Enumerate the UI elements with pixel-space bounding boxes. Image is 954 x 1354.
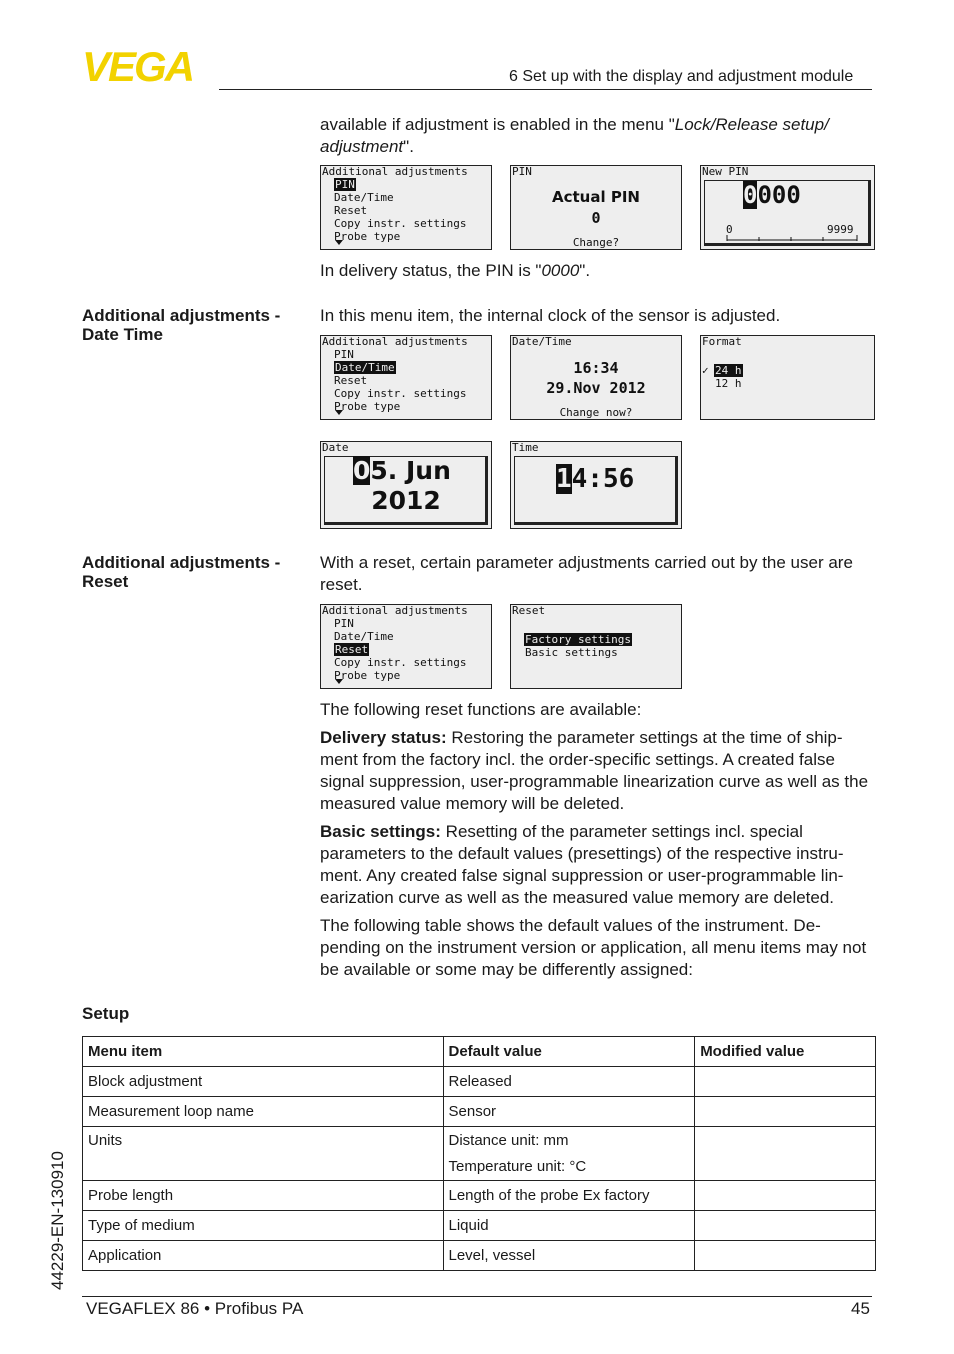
menu-item-cell: Block adjustment <box>83 1067 444 1097</box>
table-row <box>83 1181 876 1211</box>
lcd-menu-item: Probe type <box>334 669 401 682</box>
date-time-heading: Additional adjustments - Date Time <box>82 306 281 344</box>
pin-scale <box>725 234 860 242</box>
table-row <box>83 1127 876 1181</box>
default-value-cell: Released <box>443 1067 695 1097</box>
lcd-title: PIN <box>512 165 532 178</box>
change-prompt: Change? <box>572 236 620 249</box>
lcd-title: Reset <box>512 604 546 617</box>
default-value-cell: Liquid <box>443 1211 695 1241</box>
default-value-cell: Sensor <box>443 1097 695 1127</box>
scroll-down-icon <box>335 240 343 245</box>
lcd-title: New PIN <box>702 165 749 178</box>
lcd-title: Time <box>512 441 539 454</box>
lcd-title: Format <box>702 335 742 348</box>
reset-option-basic: Basic settings <box>525 646 618 659</box>
table-intro-paragraph: The following table shows the default values of the instrument. De-pending on the instrument version or application, all menu items may not be available or some may be differently assigned: <box>320 916 867 979</box>
lcd-time <box>510 441 682 529</box>
lcd-title: Additional adjustments <box>322 165 468 178</box>
column-header: Default value <box>443 1037 695 1067</box>
pin-max: 9999 <box>827 223 854 236</box>
lcd-menu-datetime <box>320 335 492 420</box>
modified-value-cell <box>695 1097 876 1127</box>
lcd-title: Additional adjustments <box>322 604 468 617</box>
lcd-reset <box>510 604 682 689</box>
vega-logo <box>82 48 212 89</box>
lcd-menu-item: Copy instr. settings <box>334 217 467 230</box>
modified-value-cell <box>695 1211 876 1241</box>
change-now-prompt: Change now? <box>559 406 633 419</box>
actual-pin-label: Actual PIN <box>552 188 640 206</box>
table-row <box>83 1241 876 1271</box>
default-value-cell: Level, vessel <box>443 1241 695 1271</box>
menu-item-cell: Units <box>83 1127 444 1181</box>
footer-product: VEGAFLEX 86 • Profibus PA <box>86 1299 304 1318</box>
lcd-menu-item: PIN <box>335 178 355 191</box>
date-value: 05. Jun <box>353 456 451 485</box>
table-row <box>83 1211 876 1241</box>
lcd-menu-item: Probe type <box>334 230 401 243</box>
table-header-row <box>83 1037 876 1067</box>
scroll-down-icon <box>335 410 343 415</box>
chapter-title: 6 Set up with the display and adjustment module <box>509 68 854 85</box>
modified-value-cell <box>695 1241 876 1271</box>
lcd-title: Date <box>322 441 349 454</box>
menu-item-cell: Measurement loop name <box>83 1097 444 1127</box>
page-number: 45 <box>851 1299 870 1318</box>
time-value: 14:56 <box>556 464 635 494</box>
lcd-menu-item: Copy instr. settings <box>334 387 467 400</box>
modified-value-cell <box>695 1181 876 1211</box>
setup-table <box>82 1036 876 1271</box>
reset-text: With a reset, certain parameter adjustments carried out by the user are reset. <box>320 553 853 594</box>
column-header: Modified value <box>695 1037 876 1067</box>
default-value-cell: Distance unit: mm Temperature unit: °C <box>443 1127 695 1181</box>
lcd-menu-pin <box>320 165 492 250</box>
lcd-menu-item: PIN <box>334 348 354 361</box>
format-option-24h: 24 h <box>715 364 742 377</box>
lcd-pin <box>510 165 682 250</box>
format-option-12h: 12 h <box>715 377 742 390</box>
clock-time: 16:34 <box>573 359 619 377</box>
header-rule <box>219 89 872 90</box>
lcd-format <box>700 335 875 420</box>
table-row <box>83 1067 876 1097</box>
logo-text: VEGA <box>82 48 194 84</box>
document-id: 44229-EN-130910 <box>48 1151 67 1290</box>
delivery-pin-text: In delivery status, the PIN is "0000". <box>320 261 591 280</box>
basic-settings-paragraph: Basic settings: Resetting of the parameter settings incl. special parameters to the default values (presettings) of the respective instru-ment. Any created false signal suppression or user-programmable lin-earization curve as well as the measured value memory are deleted. <box>320 822 844 907</box>
lcd-date <box>320 441 492 529</box>
lcd-menu-item: Date/Time <box>335 361 395 374</box>
clock-date: 29.Nov 2012 <box>546 379 646 397</box>
intro-paragraph: available if adjustment is enabled in the menu "Lock/Release setup/ adjustment". <box>320 115 829 156</box>
lcd-menu-item: Reset <box>334 374 368 387</box>
setup-heading: Setup <box>82 1004 130 1023</box>
lcd-menu-reset <box>320 604 492 689</box>
lcd-title: Date/Time <box>512 335 572 348</box>
lcd-menu-item: Copy instr. settings <box>334 656 467 669</box>
default-value-cell: Length of the probe Ex factory <box>443 1181 695 1211</box>
lcd-new-pin <box>700 165 875 250</box>
modified-value-cell <box>695 1067 876 1097</box>
lcd-menu-item: PIN <box>334 617 354 630</box>
modified-value-cell <box>695 1127 876 1181</box>
footer-rule <box>82 1296 872 1297</box>
menu-item-cell: Application <box>83 1241 444 1271</box>
check-icon: ✓ <box>702 364 709 377</box>
lcd-menu-item: Date/Time <box>334 630 394 643</box>
lcd-menu-item: Date/Time <box>334 191 394 204</box>
new-pin-value: 0000 <box>743 181 801 209</box>
column-header: Menu item <box>83 1037 444 1067</box>
menu-item-cell: Probe length <box>83 1181 444 1211</box>
delivery-status-paragraph: Delivery status: Restoring the parameter settings at the time of ship-ment from the factory incl. the order-specific settings. A created false signal suppression, user-programmable linearization curve as well as the measured value memory will be deleted. <box>320 728 869 813</box>
date-time-text: In this menu item, the internal clock of the sensor is adjusted. <box>320 306 781 325</box>
lcd-title: Additional adjustments <box>322 335 468 348</box>
lcd-menu-item: Reset <box>335 643 369 656</box>
lcd-menu-item: Probe type <box>334 400 401 413</box>
lcd-date-time <box>510 335 682 420</box>
actual-pin-value: 0 <box>591 209 601 227</box>
menu-item-cell: Type of medium <box>83 1211 444 1241</box>
reset-functions-intro: The following reset functions are available: <box>320 700 642 719</box>
year-value: 2012 <box>371 486 441 515</box>
reset-option-factory: Factory settings <box>525 633 631 646</box>
lcd-menu-item: Reset <box>334 204 368 217</box>
table-row <box>83 1097 876 1127</box>
scroll-down-icon <box>335 679 343 684</box>
pin-min: 0 <box>726 223 733 236</box>
reset-heading: Additional adjustments - Reset <box>82 553 281 591</box>
